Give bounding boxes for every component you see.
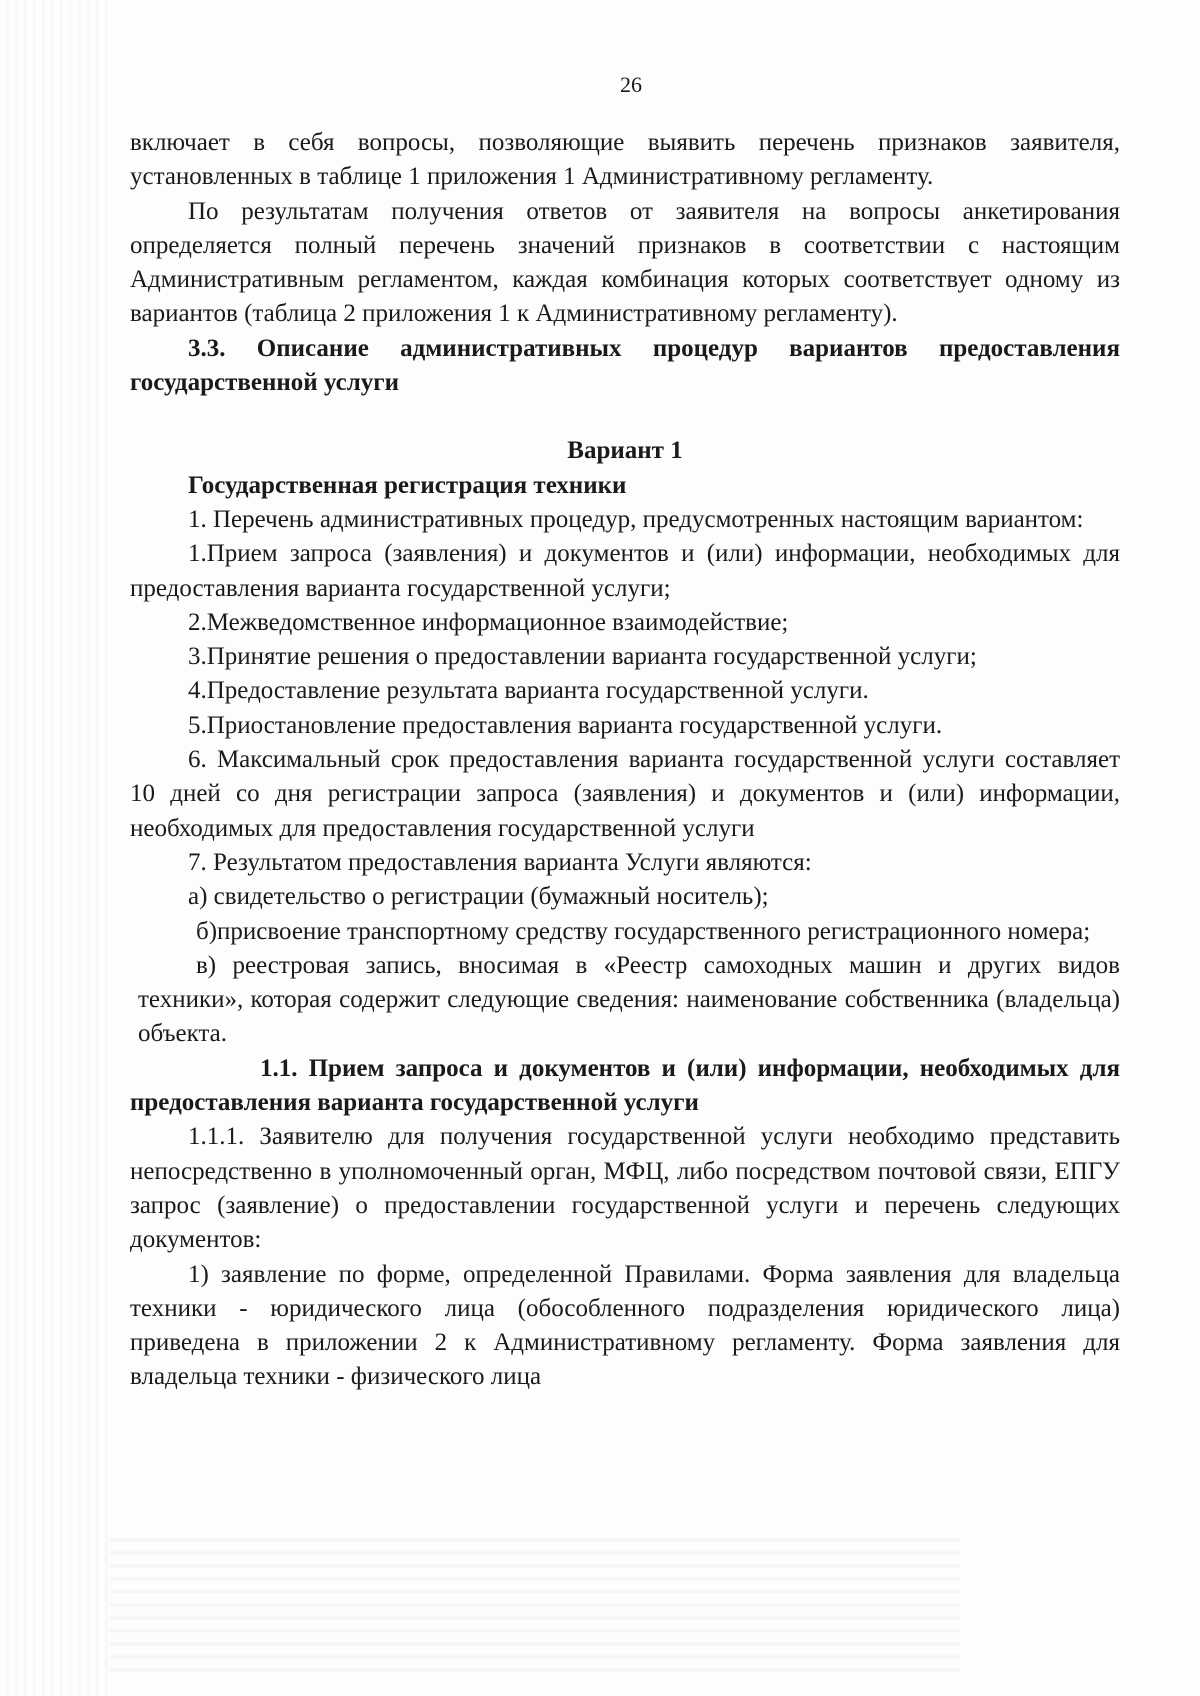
procedure-item-2: 2.Межведомственное информационное взаимодействие; — [188, 608, 789, 636]
variant-title: Вариант 1 — [567, 437, 683, 465]
max-term-paragraph: 6. Максимальный срок предоставления варианта государственной услуги составляет 10 дней со дня регистрации запроса (заявления) и документов и (или) информации, необходимых для предоставления государственной услуги — [130, 746, 1120, 842]
variant-subtitle: Государственная регистрация техники — [188, 471, 627, 499]
paragraph-continuation: включает в себя вопросы, позволяющие выявить перечень признаков заявителя, установленных в таблице 1 приложения 1 Административному регламенту. — [130, 129, 1120, 191]
procedure-item-3: 3.Принятие решения о предоставлении варианта государственной услуги; — [188, 643, 977, 671]
section-heading-3-3: 3.3. Описание административных процедур вариантов предоставления государственной услуги — [130, 334, 1120, 397]
scan-bottom-noise — [110, 1530, 960, 1680]
spacer — [130, 400, 1120, 434]
paragraph-1-1-1: 1.1.1. Заявителю для получения государственной услуги необходимо представить непосредственно в уполномоченный орган, МФЦ, либо посредством почтовой связи, ЕПГУ запрос (заявление) о предоставлении государственной услуги и перечень следующих документов: — [130, 1123, 1120, 1254]
results-intro: 7. Результатом предоставления варианта Услуги являются: — [188, 848, 812, 876]
result-item-b: б)присвоение транспортному средству государственного регистрационного номера; — [196, 917, 1091, 945]
procedure-item-1: 1.Прием запроса (заявления) и документов и (или) информации, необходимых для предоставления варианта государственной услуги; — [130, 540, 1120, 602]
paragraph-application-form: 1) заявление по форме, определенной Правилами. Форма заявления для владельца техники - юридического лица (обособленного подразделения юридического лица) приведена в приложении 2 к Административному регламенту. Форма заявления для владельца техники - физического лица — [130, 1260, 1120, 1391]
result-item-a: а) свидетельство о регистрации (бумажный носитель); — [188, 883, 769, 911]
document-body — [130, 126, 1120, 1395]
scan-margin-noise — [0, 0, 110, 1696]
section-heading-1-1: 1.1. Прием запроса и документов и (или) информации, необходимых для предоставления варианта государственной услуги — [130, 1054, 1120, 1117]
page-number: 26 — [620, 72, 642, 97]
procedure-item-5: 5.Приостановление предоставления варианта государственной услуги. — [188, 711, 943, 739]
result-item-c: в) реестровая запись, вносимая в «Реестр самоходных машин и других видов техники», которая содержит следующие сведения: наименование собственника (владельца) объекта. — [138, 951, 1120, 1048]
procedures-intro: 1. Перечень административных процедур, предусмотренных настоящим вариантом: — [188, 505, 1084, 533]
procedure-item-4: 4.Предоставление результата варианта государственной услуги. — [188, 677, 869, 705]
paragraph-survey-results: По результатам получения ответов от заявителя на вопросы анкетирования определяется полный перечень значений признаков в соответствии с настоящим Административным регламентом, каждая комбинация которых соответствует одному из вариантов (таблица 2 приложения 1 к Административному регламенту). — [130, 197, 1120, 328]
